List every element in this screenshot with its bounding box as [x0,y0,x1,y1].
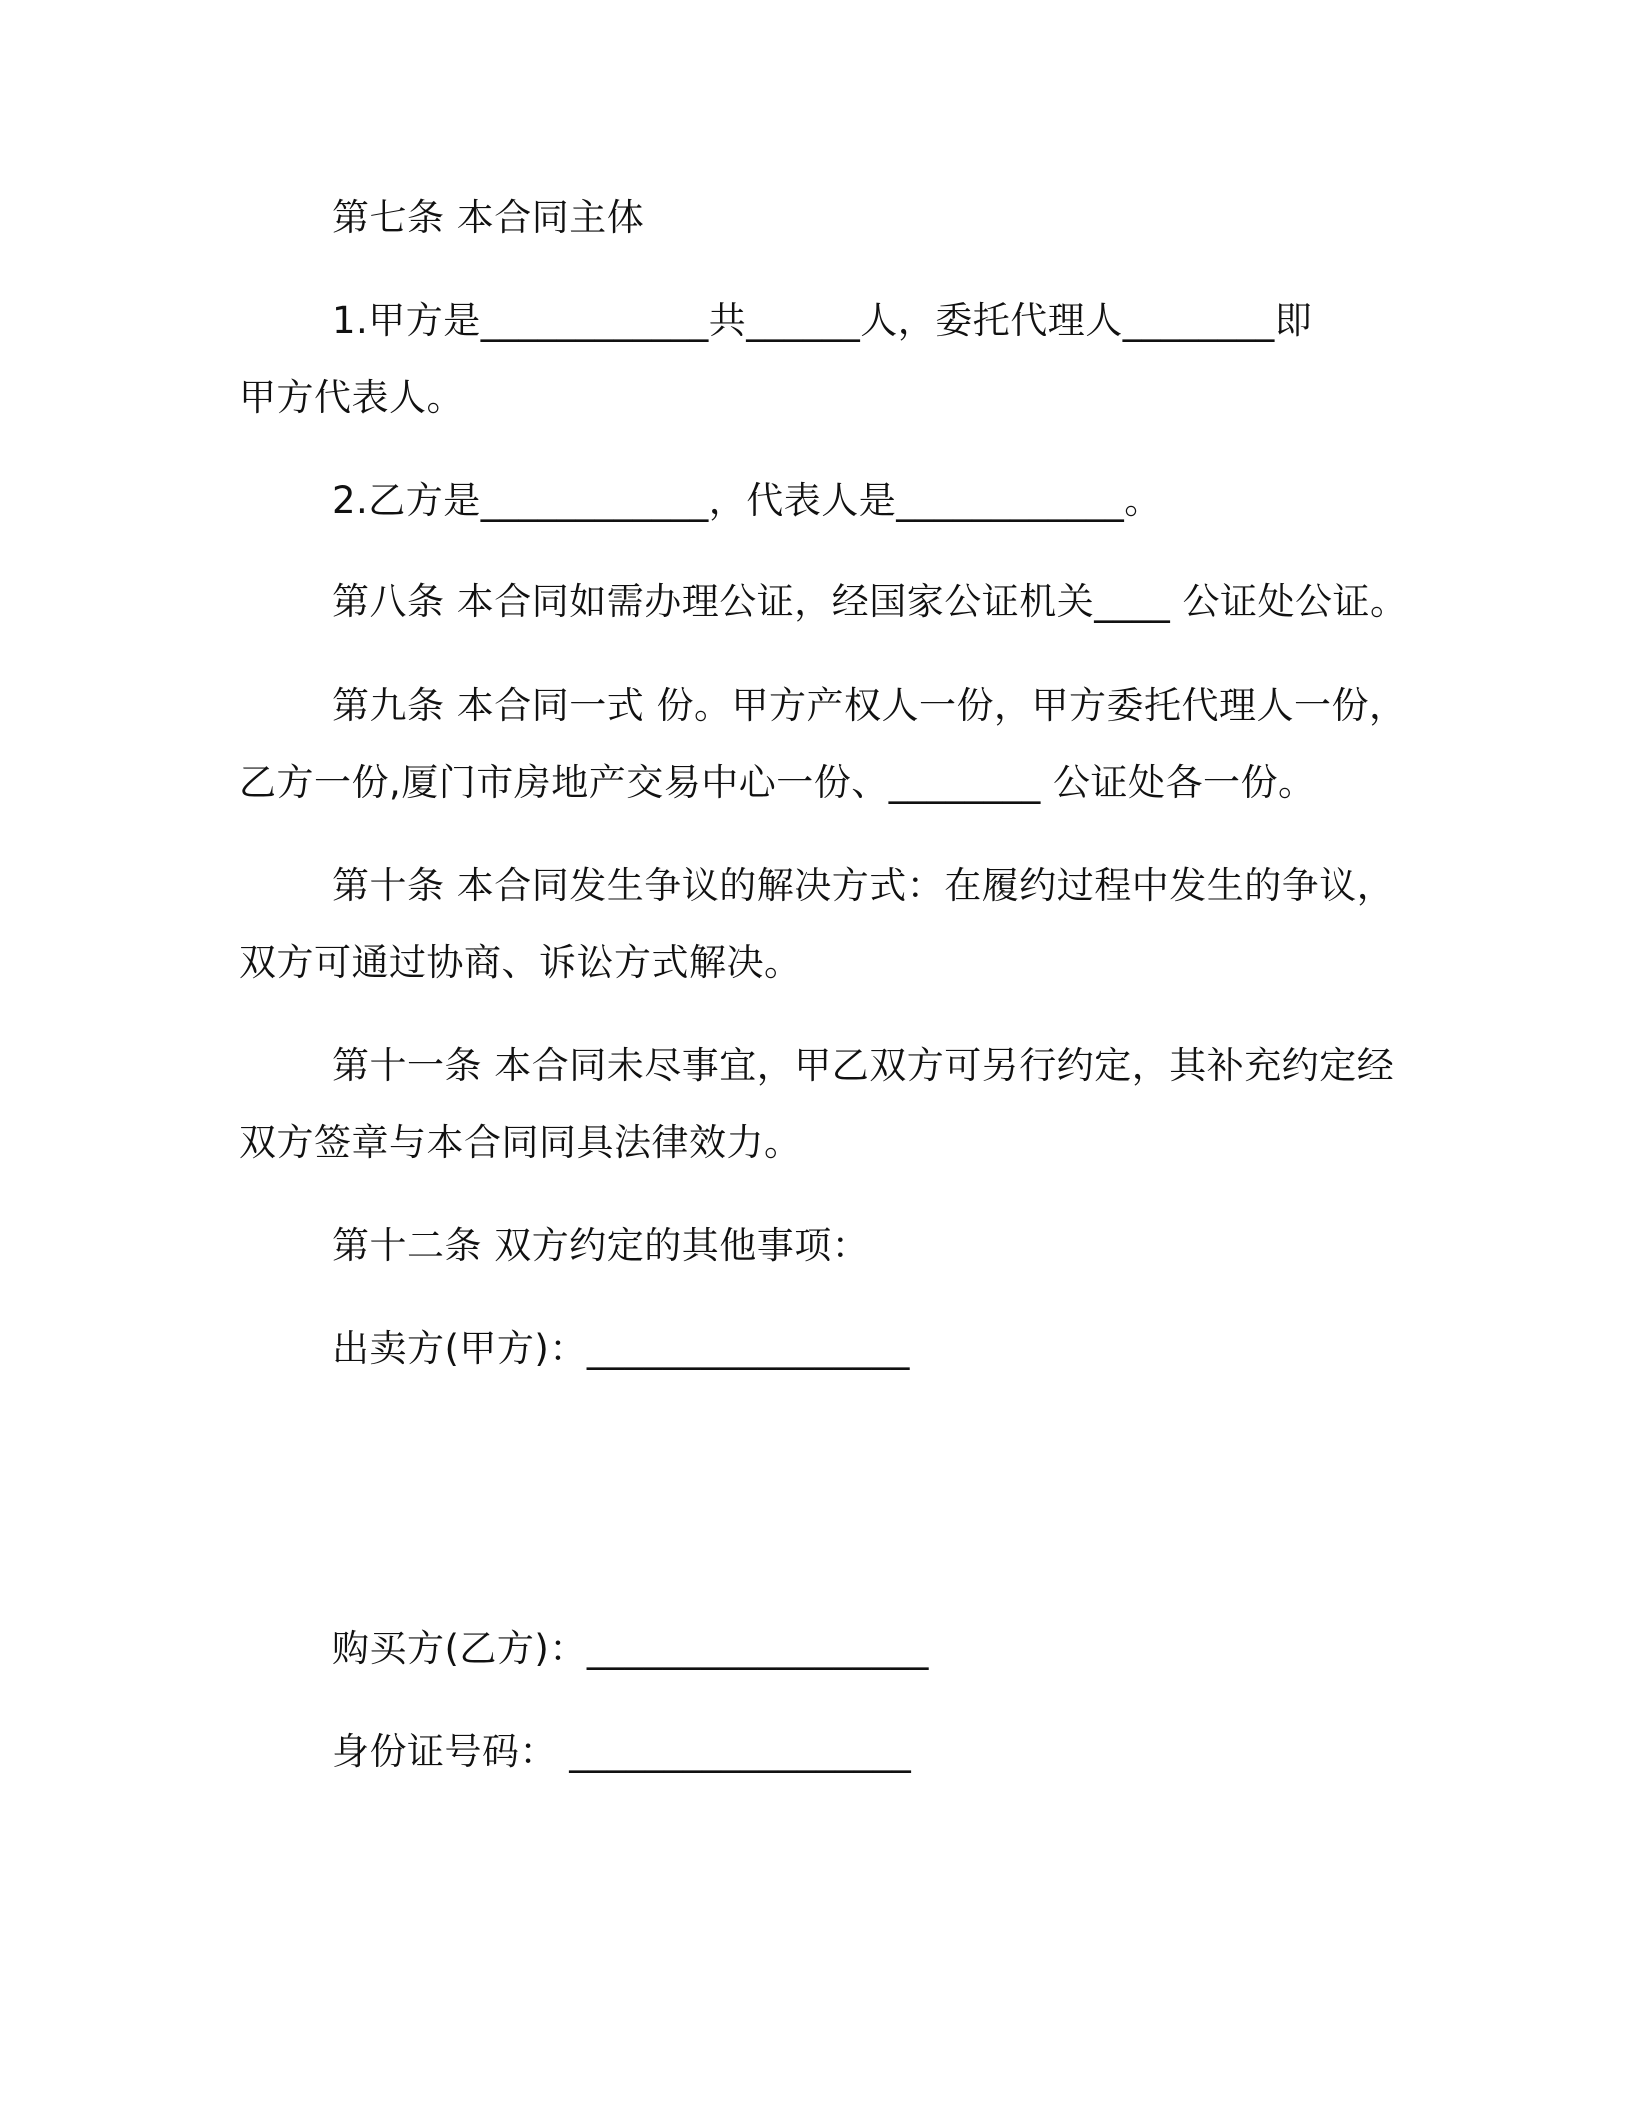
article-7-clause-1-cont: 甲方代表人。 [239,376,464,419]
article-11: 第十一条 本合同未尽事宜，甲乙双方可另行约定，其补充约定经 [332,1044,1395,1087]
article-7-clause-2: 2.乙方是____________，代表人是____________。 [332,479,1162,522]
article-10: 第十条 本合同发生争议的解决方式：在履约过程中发生的争议， [332,864,1395,907]
buyer-signature-line: 购买方(乙方)：__________________ [332,1627,929,1670]
article-10-cont: 双方可通过协商、诉讼方式解决。 [239,941,802,984]
article-12: 第十二条 双方约定的其他事项： [332,1224,870,1267]
article-7-heading: 第七条 本合同主体 [332,196,645,239]
article-9: 第九条 本合同一式 份。甲方产权人一份，甲方委托代理人一份， [332,684,1407,727]
article-9-cont: 乙方一份,厦门市房地产交易中心一份、________ 公证处各一份。 [239,761,1316,804]
id-number-line: 身份证号码： __________________ [332,1730,912,1773]
article-8: 第八条 本合同如需办理公证，经国家公证机关____ 公证处公证。 [332,580,1408,623]
seller-signature-line: 出卖方(甲方)：_________________ [332,1327,910,1370]
article-11-cont: 双方签章与本合同同具法律效力。 [239,1121,802,1164]
article-7-clause-1: 1.甲方是____________共______人，委托代理人________即 [332,299,1313,342]
